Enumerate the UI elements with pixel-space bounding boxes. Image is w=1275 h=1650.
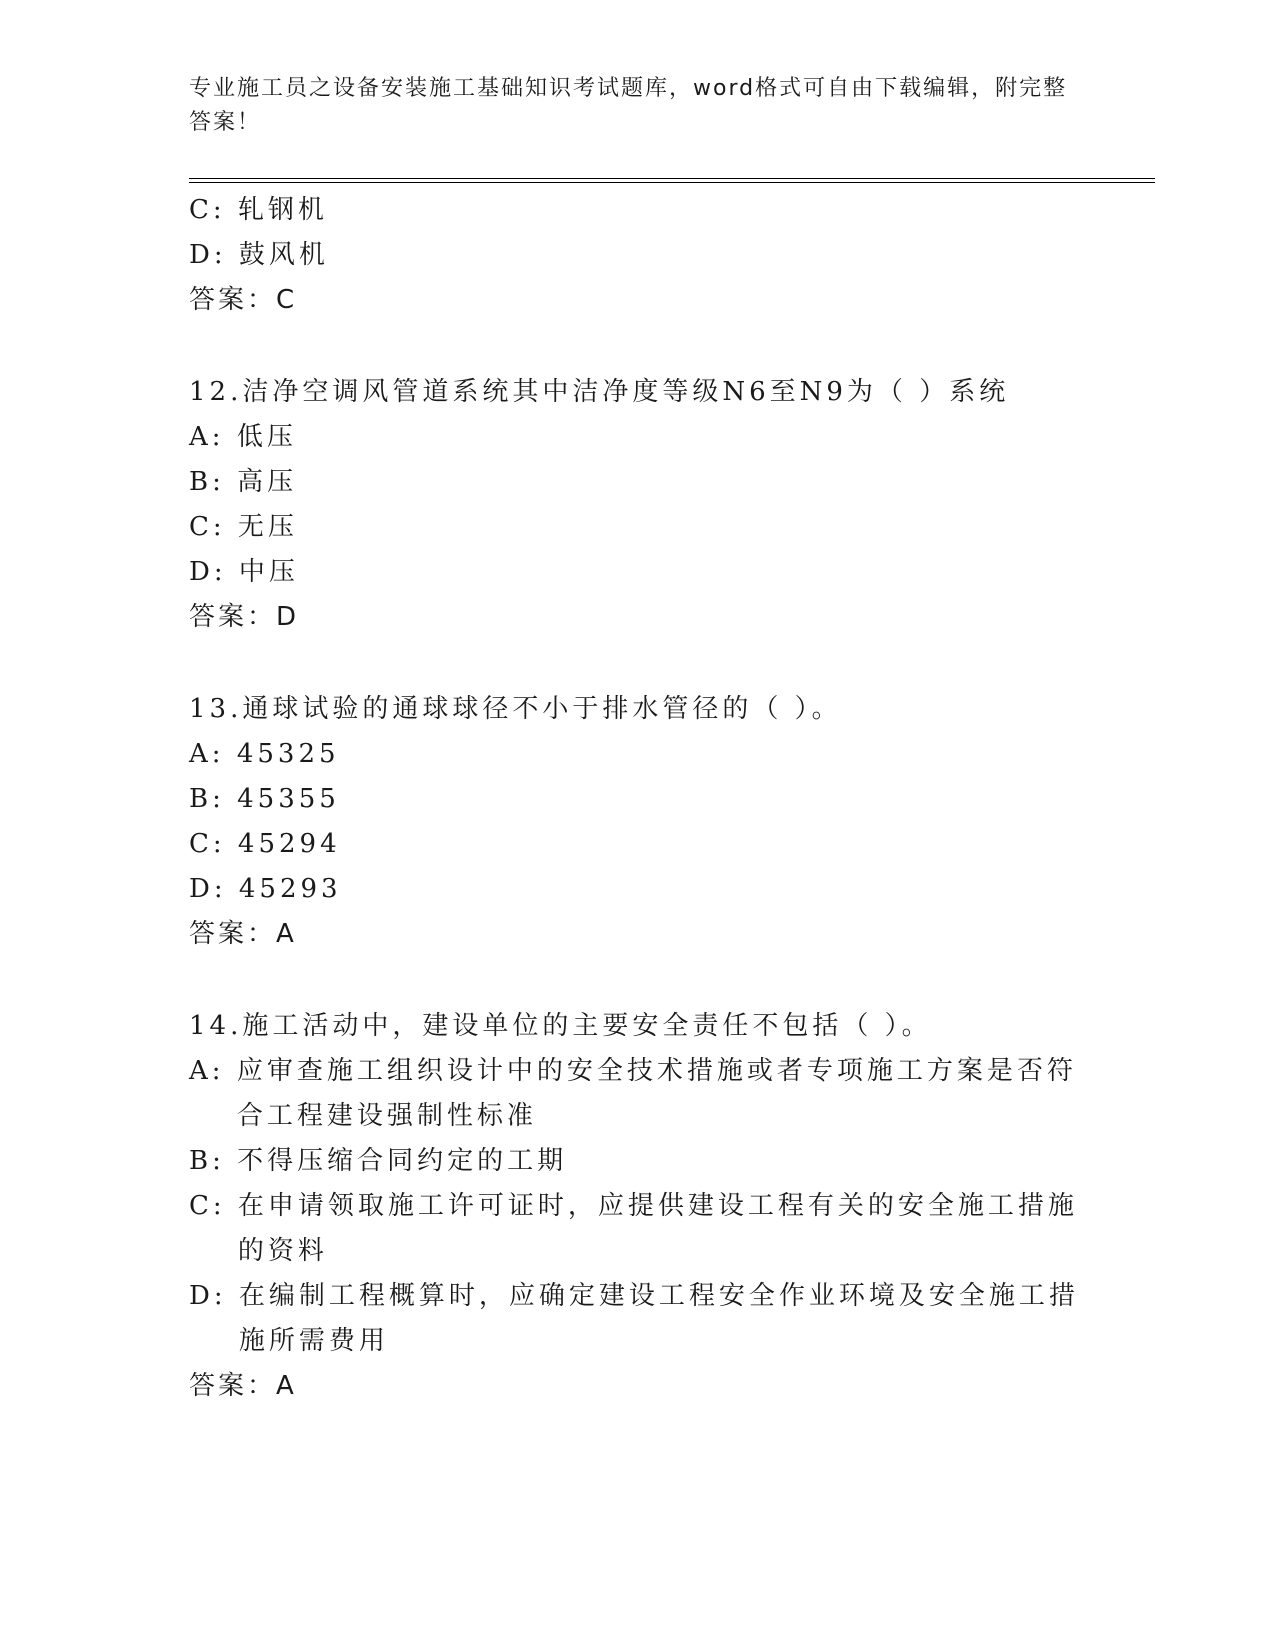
option-key: B: [189,467,238,497]
option-b [189,1139,1089,1184]
option-key: C: [189,1191,238,1221]
question-12 [189,370,1089,640]
option-c [189,505,1089,550]
option-text: 中压 [238,557,299,587]
option-d [189,550,1089,595]
option-key: A: [189,739,237,769]
option-text: 45355 [237,784,340,814]
answer-line: 答案：C [189,285,298,315]
option-text: 在编制工程概算时，应确定建设工程安全作业环境及安全施工措施所需费用 [238,1281,1079,1356]
option-c [189,822,1089,867]
option-d [189,233,1089,278]
question-stem: 13.通球试验的通球球径不小于排水管径的（ ）。 [189,694,842,724]
option-key: A: [189,1056,237,1086]
option-key: D: [189,240,239,270]
option-b [189,460,1089,505]
option-key: C: [189,195,238,225]
option-text: 轧钢机 [237,195,328,225]
question-stem: 14.施工活动中，建设单位的主要安全责任不包括（ ）。 [189,1011,932,1041]
option-key: C: [189,829,238,859]
answer-line: 答案：A [189,1371,297,1401]
option-text: 应审查施工组织设计中的安全技术措施或者专项施工方案是否符合工程建设强制性标准 [236,1056,1077,1131]
option-a [189,415,1089,460]
option-a [189,1049,1089,1139]
option-text: 无压 [237,512,298,542]
option-text: 在申请领取施工许可证时，应提供建设工程有关的安全施工措施的资料 [237,1191,1078,1266]
option-b [189,777,1089,822]
option-c [189,188,1089,233]
option-text: 45294 [237,829,341,859]
option-key: D: [189,874,239,904]
header-divider [189,178,1155,183]
option-text: 低压 [236,422,297,452]
option-key: D: [189,557,239,587]
question-14 [189,1004,1089,1409]
answer-line: 答案：D [189,602,300,632]
question-list [189,188,1089,1409]
option-text: 45293 [238,874,342,904]
document-header: 专业施工员之设备安装施工基础知识考试题库，word格式可自由下载编辑，附完整答案！ [189,76,1068,135]
option-key: B: [189,784,238,814]
question-11-continued [189,188,1089,323]
option-key: A: [189,422,237,452]
option-key: D: [189,1281,239,1311]
option-d [189,1274,1089,1364]
option-text: 不得压缩合同约定的工期 [237,1146,568,1176]
answer-line: 答案：A [189,919,297,949]
option-key: C: [189,512,238,542]
option-d [189,867,1089,912]
option-text: 高压 [237,467,298,497]
option-key: B: [189,1146,238,1176]
option-text: 45325 [236,739,340,769]
question-13 [189,687,1089,957]
option-c [189,1184,1089,1274]
option-a [189,732,1089,777]
question-stem: 12.洁净空调风管道系统其中洁净度等级N6至N9为（ ）系统 [189,377,1010,407]
option-text: 鼓风机 [238,240,329,270]
